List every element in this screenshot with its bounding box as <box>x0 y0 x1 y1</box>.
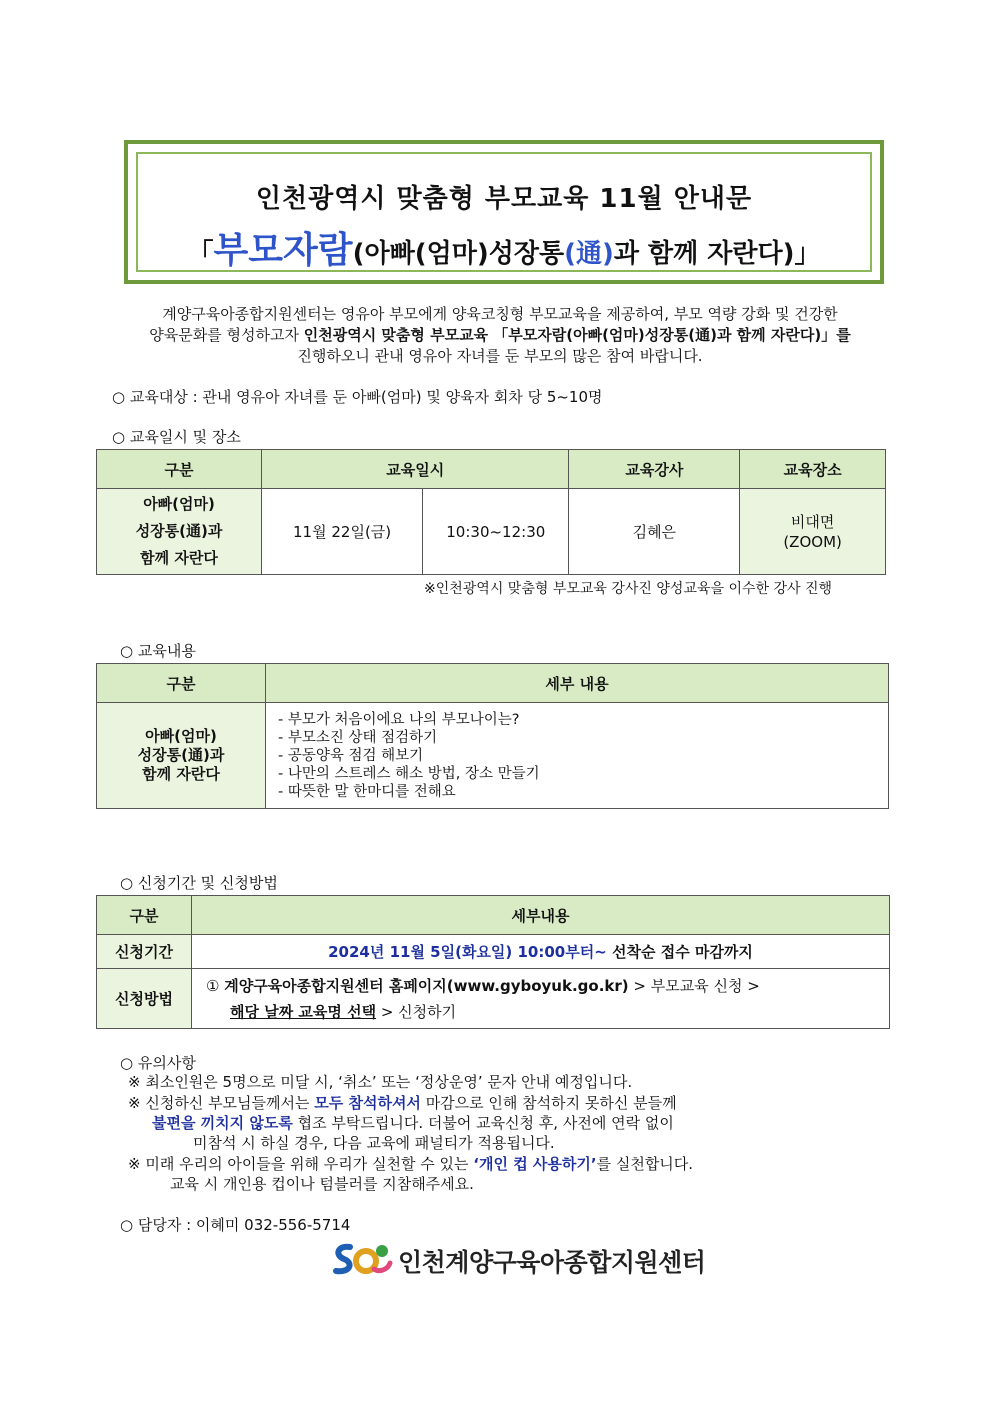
caution-line-4: 미참석 시 하실 경우, 다음 교육에 패널티가 적용됩니다. <box>193 1134 555 1152</box>
place-line: 비대면 <box>790 512 835 531</box>
intro-line-3: 진행하오니 관내 영유아 자녀를 둔 부모의 많은 참여 바랍니다. <box>297 347 703 365</box>
method-value <box>192 969 890 1029</box>
title-box <box>124 140 884 284</box>
caution-2a: ※ 신청하신 부모님들께서는 <box>128 1094 315 1112</box>
caution-3a: 불편을 끼치지 않도록 <box>152 1114 293 1132</box>
homepage-link[interactable]: 계양구육아종합지원센터 홈페이지(www.gyboyuk.go.kr) <box>224 976 629 995</box>
schedule-heading: ○ 교육일시 및 장소 <box>112 428 241 446</box>
application-heading: ○ 신청기간 및 신청방법 <box>120 874 278 892</box>
category-line: 아빠(엄마) <box>145 727 217 745</box>
method-label: 신청방법 <box>97 969 192 1029</box>
method-line-2-rest: > 신청하기 <box>376 1002 457 1021</box>
center-logo <box>330 1239 706 1279</box>
schedule-place <box>740 489 886 575</box>
list-item: - 공동양육 점검 해보기 <box>278 747 424 764</box>
period-label: 신청기간 <box>97 935 192 969</box>
instructor-note: ※인천광역시 맞춤형 부모교육 강사진 양성교육을 이수한 강사 진행 <box>424 581 833 597</box>
logo-mark-icon <box>330 1239 394 1279</box>
method-line-1 <box>206 973 888 999</box>
intro-paragraph <box>110 304 890 367</box>
title-inner-border <box>136 152 872 272</box>
method-line-1-rest: > 부모교육 신청 > <box>628 976 760 995</box>
place-line: (ZOOM) <box>783 532 842 551</box>
intro-line-2b: 인천광역시 맞춤형 부모교육 「부모자람(아빠(엄마)성장통(通)과 함께 자란다)」를 <box>303 326 851 344</box>
schedule-table <box>96 449 886 575</box>
caution-line-5 <box>128 1154 693 1175</box>
caution-3b: 협조 부탁드립니다. 더불어 교육신청 후, 사전에 연락 없이 <box>292 1114 674 1132</box>
period-close: 선착순 접수 마감까지 <box>606 943 753 961</box>
category-line: 함께 자란다 <box>140 549 218 567</box>
intro-line-2 <box>110 325 890 346</box>
schedule-instructor: 김혜은 <box>569 489 740 575</box>
col-header-category: 구분 <box>97 664 266 703</box>
list-item: - 부모가 처음이에요 나의 부모나이는? <box>278 711 520 728</box>
category-line: 아빠(엄마) <box>143 495 215 513</box>
caution-5a: ※ 미래 우리의 아이들을 위해 우리가 실천할 수 있는 <box>128 1155 474 1173</box>
list-item: - 따뜻한 말 한마디를 전해요 <box>278 783 456 800</box>
caution-5b: ‘개인 컵 사용하기’ <box>473 1155 597 1173</box>
period-value <box>192 935 890 969</box>
caution-5c: 를 실천합니다. <box>596 1155 694 1173</box>
contact-line: ○ 담당자 : 이혜미 032-556-5714 <box>120 1216 351 1234</box>
category-line: 함께 자란다 <box>142 765 220 783</box>
list-item: - 나만의 스트레스 해소 방법, 장소 만들기 <box>278 765 540 782</box>
caution-2c: 마감으로 인해 참석하지 못하신 분들께 <box>420 1094 677 1112</box>
method-step-number: ① <box>206 976 225 995</box>
caution-line-2 <box>128 1093 677 1114</box>
col-header-category: 구분 <box>97 896 192 935</box>
program-subtitle-a: (아빠(엄마)성장통 <box>352 239 565 269</box>
program-subtitle-tong: (通) <box>564 239 614 269</box>
schedule-category <box>97 489 262 575</box>
col-header-details: 세부 내용 <box>266 664 889 703</box>
page-title: 인천광역시 맞춤형 부모교육 11월 안내문 <box>255 184 753 214</box>
category-line: 성장통(通)과 <box>135 522 223 540</box>
col-header-instructor: 교육강사 <box>569 450 740 489</box>
content-items <box>266 703 889 809</box>
schedule-time: 10:30~12:30 <box>423 489 569 575</box>
category-line: 성장통(通)과 <box>137 746 225 764</box>
logo-text: 인천계양구육아종합지원센터 <box>398 1248 706 1277</box>
col-header-datetime: 교육일시 <box>262 450 569 489</box>
caution-line-6: 교육 시 개인용 컵이나 텀블러를 지참해주세요. <box>170 1175 474 1193</box>
schedule-date: 11월 22일(금) <box>262 489 423 575</box>
program-name: 부모자람 <box>213 230 353 271</box>
program-title <box>138 222 870 273</box>
content-table <box>96 663 889 809</box>
application-table <box>96 895 890 1029</box>
program-subtitle-b: 과 함께 자란다)」 <box>613 239 821 269</box>
select-course-text: 해당 날짜 교육명 선택 <box>230 1002 377 1021</box>
col-header-category: 구분 <box>97 450 262 489</box>
intro-line-2a: 양육문화를 형성하고자 <box>149 326 304 344</box>
target-line: ○ 교육대상 : 관내 영유아 자녀를 둔 아빠(엄마) 및 양육자 회차 당 5~10명 <box>112 388 603 406</box>
bracket-open: 「 <box>187 239 214 269</box>
intro-line-1: 계양구육아종합지원센터는 영유아 부모에게 양육코칭형 부모교육을 제공하여, 부모 역량 강화 및 건강한 <box>162 305 838 323</box>
method-line-2 <box>206 999 888 1025</box>
content-category <box>97 703 266 809</box>
content-heading: ○ 교육내용 <box>120 642 196 660</box>
caution-2b: 모두 참석하셔서 <box>314 1094 421 1112</box>
caution-line-1: ※ 최소인원은 5명으로 미달 시, ‘취소’ 또는 ‘정상운영’ 문자 안내 예정입니다. <box>128 1073 633 1091</box>
list-item: - 부모소진 상태 점검하기 <box>278 729 438 746</box>
caution-line-3 <box>152 1113 674 1134</box>
col-header-place: 교육장소 <box>740 450 886 489</box>
period-date: 2024년 11월 5일(화요일) 10:00부터~ <box>328 943 607 961</box>
col-header-details: 세부내용 <box>192 896 890 935</box>
cautions-heading: ○ 유의사항 <box>120 1054 196 1072</box>
